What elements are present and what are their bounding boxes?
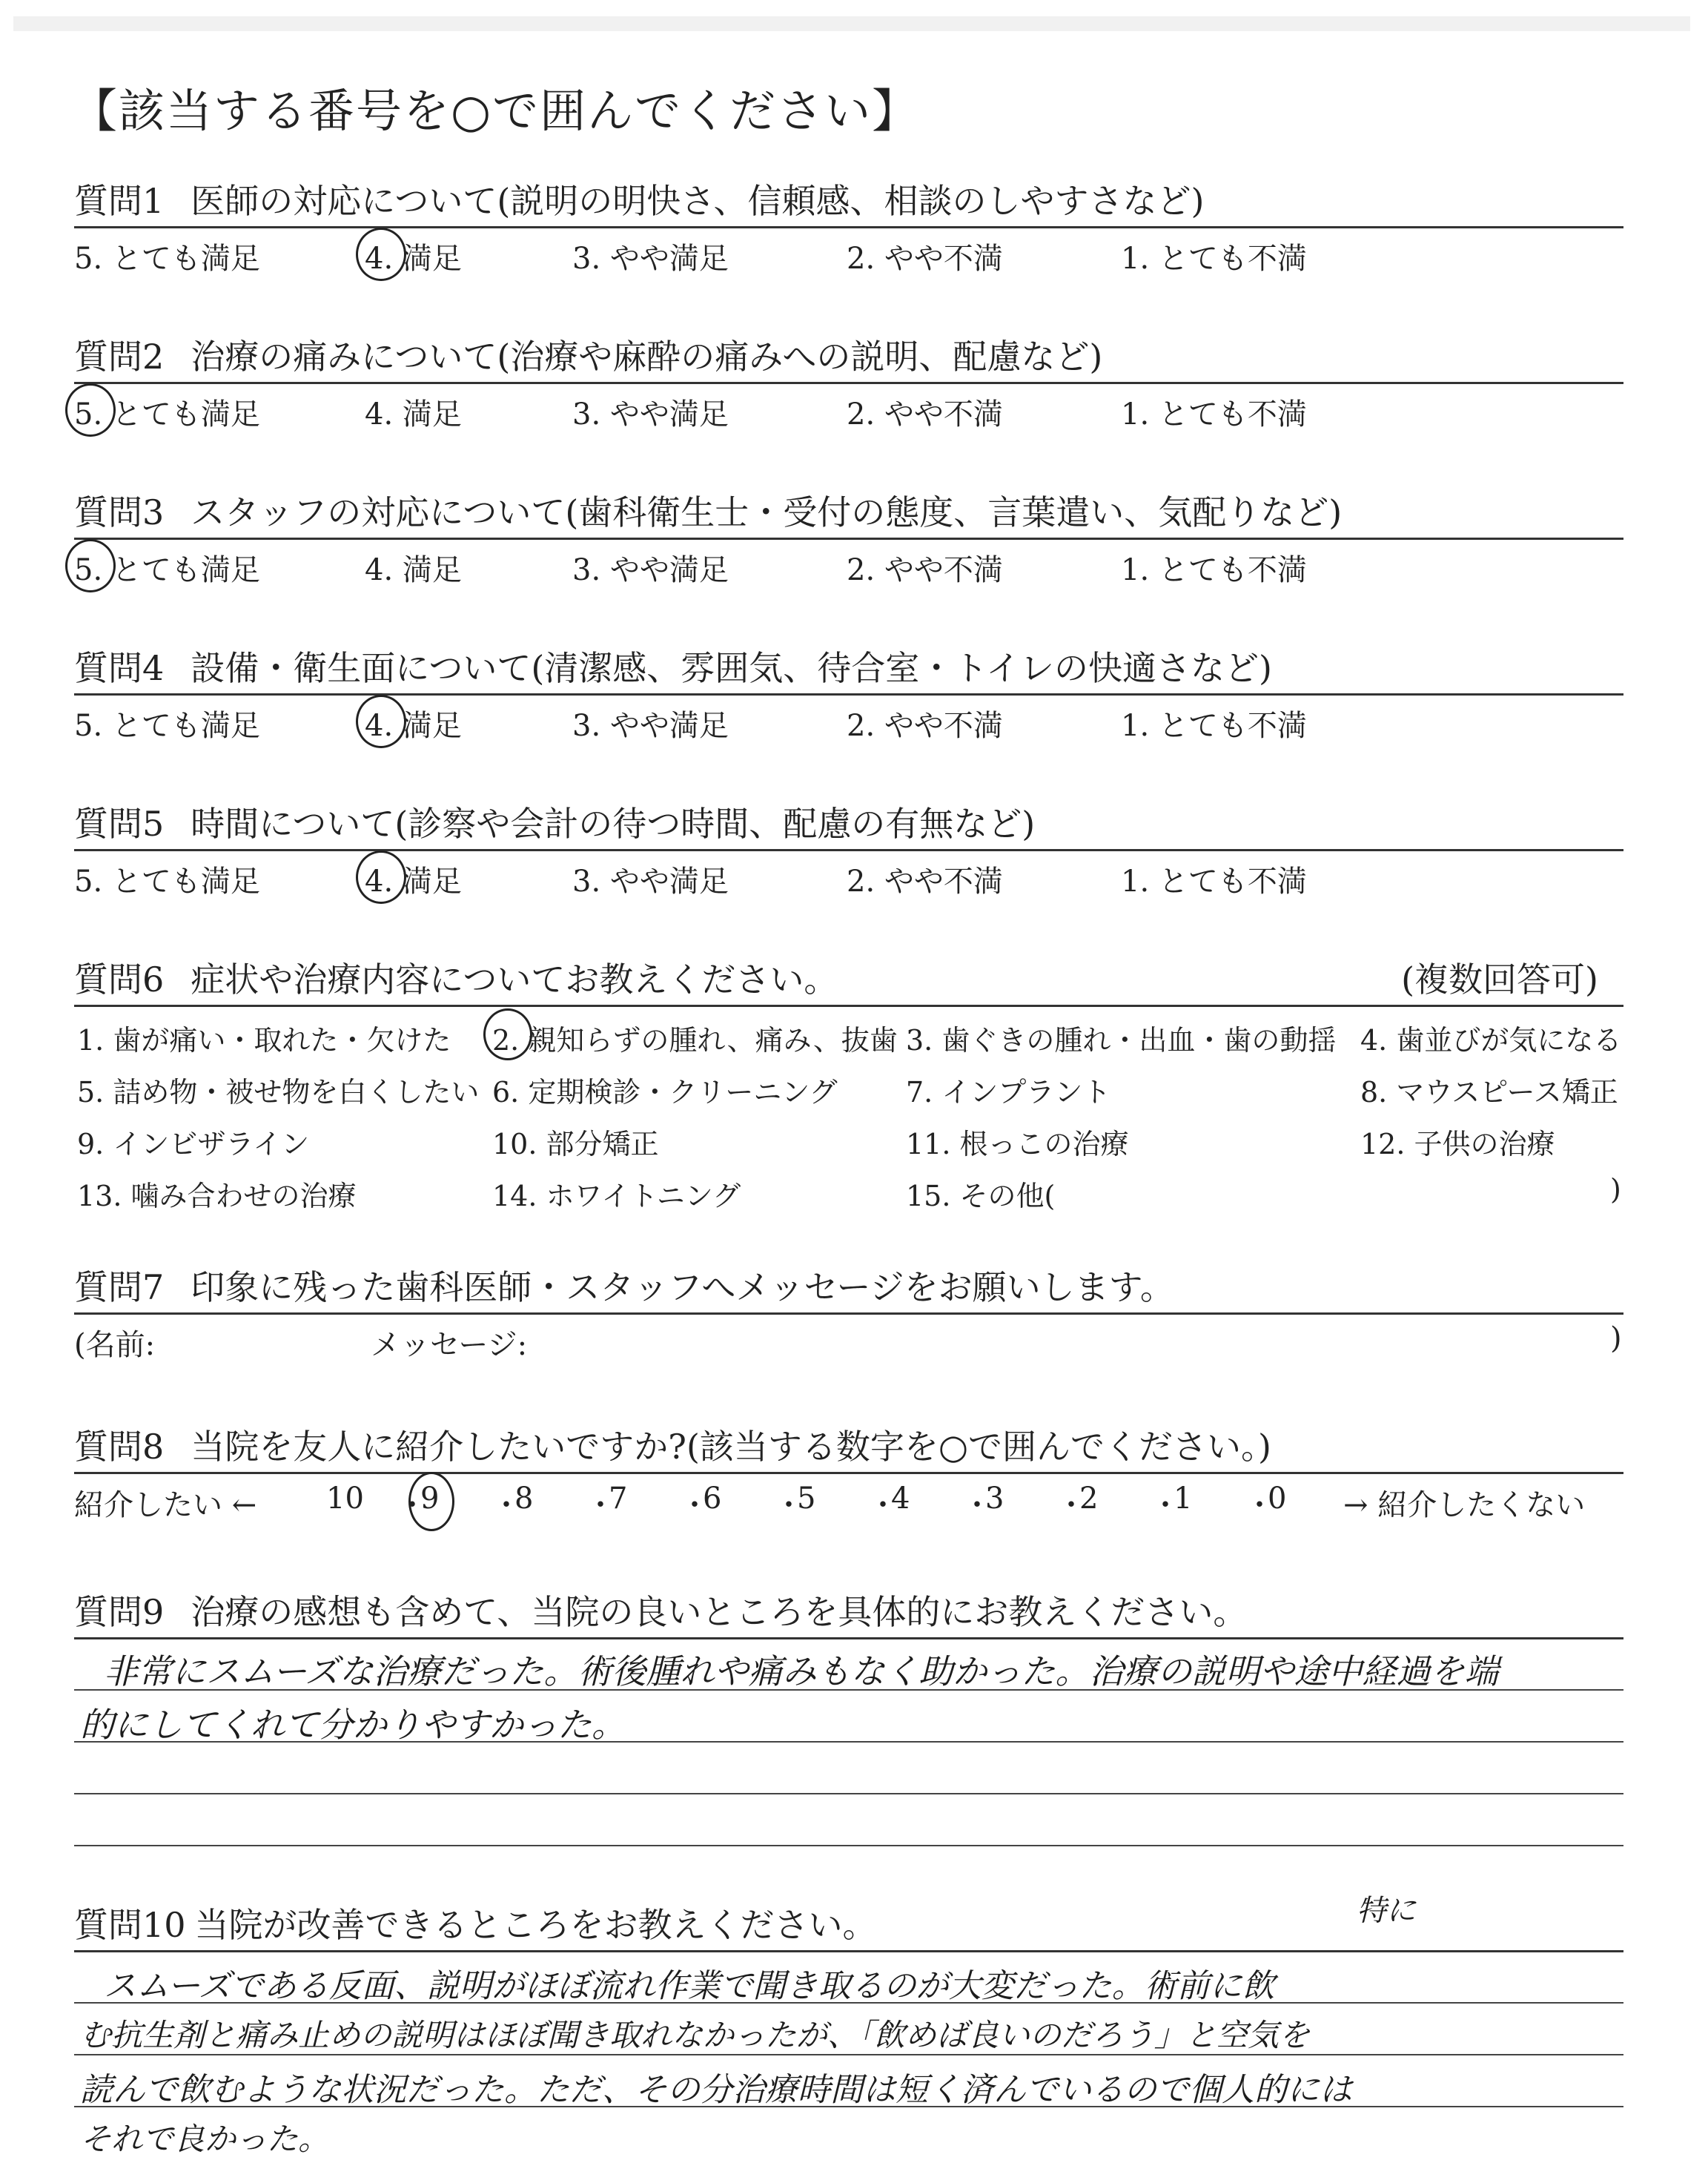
question-text: 印象に残った歯科医師・スタッフへメッセージをお願いします。	[191, 1267, 1174, 1307]
question-9-title	[74, 1585, 1247, 1634]
question-number: 質問2	[74, 337, 165, 377]
treatment-option[interactable]: 4. 歯並びが気になる	[1360, 1024, 1622, 1057]
selection-circle	[65, 539, 116, 592]
page-header: 【該当する番号を○で囲んでください】	[71, 84, 920, 138]
question-4-title	[74, 641, 1272, 690]
rating-option[interactable]: 3. やや満足	[572, 709, 729, 743]
question-1-title	[74, 174, 1204, 223]
question-8-title	[74, 1420, 1271, 1469]
handwritten-answer-line: それで良かった。	[80, 2121, 330, 2157]
recommend-score-7[interactable]: 7	[609, 1482, 628, 1516]
treatment-option[interactable]: 5. 詰め物・被せ物を白くしたい	[77, 1076, 480, 1109]
question-rule	[74, 693, 1623, 696]
rating-option[interactable]: 4. 満足	[365, 553, 462, 587]
recommend-score-0[interactable]: 0	[1268, 1482, 1287, 1516]
rating-option[interactable]: 5. とても満足	[74, 397, 260, 432]
treatment-option[interactable]: 10. 部分矯正	[492, 1128, 659, 1160]
rating-option[interactable]: 3. やや満足	[572, 242, 729, 276]
question-8-rule	[74, 1472, 1623, 1474]
question-number: 質問4	[74, 648, 165, 688]
scale-separator: ・	[1151, 1488, 1180, 1522]
treatment-option[interactable]: 14. ホワイトニング	[492, 1180, 741, 1212]
message-close-paren: )	[1610, 1321, 1622, 1355]
question-number: 質問6	[74, 960, 165, 1000]
rating-option[interactable]: 2. やや不満	[847, 709, 1003, 743]
question-2-title	[74, 330, 1102, 379]
recommend-scale-left: 紹介したい ←	[74, 1488, 257, 1522]
rating-option[interactable]: 2. やや不満	[847, 553, 1003, 587]
multiple-answer-note: (複数回答可)	[1401, 960, 1598, 1000]
rating-option[interactable]: 4. 満足	[365, 865, 462, 899]
handwritten-answer-line: スムーズである反面、説明がほぼ流れ作業で聞き取るのが大変だった。術前に飲	[104, 1967, 1275, 2005]
scale-separator: ・	[774, 1488, 804, 1522]
rating-option[interactable]: 4. 満足	[365, 242, 462, 276]
question-text: 治療の感想も含めて、当院の良いところを具体的にお教えください。	[191, 1592, 1248, 1632]
recommend-score-5[interactable]: 5	[797, 1482, 816, 1516]
recommend-score-6[interactable]: 6	[703, 1482, 722, 1516]
rating-option[interactable]: 3. やや満足	[572, 865, 729, 899]
question-number: 質問7	[74, 1267, 165, 1307]
other-close-paren: )	[1610, 1173, 1621, 1206]
selection-circle	[65, 383, 116, 437]
treatment-option[interactable]: 12. 子供の治療	[1360, 1128, 1555, 1160]
rating-option[interactable]: 2. やや不満	[847, 865, 1003, 899]
recommend-score-3[interactable]: 3	[985, 1482, 1004, 1516]
rating-option[interactable]: 5. とても満足	[74, 242, 260, 276]
rating-option[interactable]: 5. とても満足	[74, 709, 260, 743]
treatment-option[interactable]: 8. マウスピース矯正	[1360, 1076, 1618, 1109]
rating-option[interactable]: 1. とても不満	[1121, 242, 1307, 276]
handwritten-insertion: 特に	[1357, 1894, 1416, 1928]
recommend-score-1[interactable]: 1	[1174, 1482, 1193, 1516]
question-rule	[74, 382, 1623, 384]
scale-separator: ・	[491, 1488, 521, 1522]
scale-separator: ・	[586, 1488, 615, 1522]
question-number: 質問10	[74, 1905, 186, 1945]
scale-separator: ・	[397, 1488, 427, 1522]
treatment-option[interactable]: 15. その他(	[906, 1180, 1056, 1212]
question-text: 医師の対応について(説明の明快さ、信頼感、相談のしやすさなど)	[191, 181, 1205, 221]
handwritten-answer-line: 読んで飲むような状況だった。ただ、その分治療時間は短く済んでいるので個人的には	[80, 2071, 1352, 2109]
question-text: 当院を友人に紹介したいですか?(該当する数字を○で囲んでください。)	[191, 1427, 1271, 1467]
rating-option[interactable]: 3. やや満足	[572, 553, 729, 587]
question-7-title	[74, 1261, 1174, 1309]
treatment-option[interactable]: 13. 噛み合わせの治療	[77, 1180, 357, 1212]
question-number: 質問3	[74, 492, 165, 532]
question-rule	[74, 226, 1623, 228]
question-6	[0, 953, 1708, 1027]
question-rule	[74, 538, 1623, 540]
question-7	[0, 1261, 1708, 1335]
selection-circle	[408, 1472, 454, 1531]
question-6-rule	[74, 1005, 1623, 1007]
question-text: 治療の痛みについて(治療や麻酔の痛みへの説明、配慮など)	[191, 337, 1103, 377]
selection-circle	[483, 1008, 532, 1060]
question-number: 質問8	[74, 1427, 165, 1467]
question-6-title	[74, 953, 838, 1002]
recommend-score-2[interactable]: 2	[1079, 1482, 1099, 1516]
question-number: 質問1	[74, 181, 165, 221]
handwritten-answer-line: 非常にスムーズな治療だった。術後腫れや痛みもなく助かった。治療の説明や途中経過を端	[104, 1651, 1499, 1691]
treatment-option[interactable]: 9. インビザライン	[77, 1128, 310, 1160]
question-text: 症状や治療内容についてお教えください。	[191, 960, 838, 1000]
rating-option[interactable]: 5. とても満足	[74, 865, 260, 899]
selection-circle	[356, 695, 406, 748]
message-label: メッセージ:	[371, 1328, 528, 1362]
handwritten-answer-line: む抗生剤と痛み止めの説明はほぼ聞き取れなかったが、「飲めば良いのだろう」と空気を	[80, 2017, 1311, 2053]
rating-option[interactable]: 2. やや不満	[847, 242, 1003, 276]
rating-option[interactable]: 4. 満足	[365, 397, 462, 432]
recommend-score-4[interactable]: 4	[891, 1482, 910, 1516]
question-rule	[74, 849, 1623, 851]
scale-separator: ・	[962, 1488, 992, 1522]
selection-circle	[356, 228, 406, 281]
rating-option[interactable]: 1. とても不満	[1121, 709, 1307, 743]
question-text: 時間について(診察や会計の待つ時間、配慮の有無など)	[191, 804, 1036, 844]
question-7-rule	[74, 1312, 1623, 1315]
scale-separator: ・	[680, 1488, 709, 1522]
scale-separator: ・	[868, 1488, 898, 1522]
treatment-option[interactable]: 3. 歯ぐきの腫れ・出血・歯の動揺	[906, 1024, 1337, 1057]
question-10-rule	[74, 1950, 1623, 1952]
treatment-option[interactable]: 6. 定期検診・クリーニング	[492, 1076, 838, 1109]
scale-separator: ・	[1245, 1488, 1274, 1522]
answer-line	[74, 1845, 1623, 1846]
question-3-title	[74, 486, 1342, 535]
rating-option[interactable]: 5. とても満足	[74, 553, 260, 587]
scan-top-edge	[13, 16, 1690, 31]
name-label: (名前:	[74, 1328, 156, 1362]
question-5-title	[74, 797, 1035, 846]
rating-option[interactable]: 3. やや満足	[572, 397, 729, 432]
question-text: スタッフの対応について(歯科衛生士・受付の態度、言葉遣い、気配りなど)	[191, 492, 1343, 532]
rating-option[interactable]: 1. とても不満	[1121, 397, 1307, 432]
question-text: 当院が改善できるところをお教えください。	[194, 1905, 877, 1945]
question-text: 設備・衛生面について(清潔感、雰囲気、待合室・トイレの快適さなど)	[191, 648, 1272, 688]
question-number: 質問9	[74, 1592, 165, 1632]
rating-option[interactable]: 1. とても不満	[1121, 553, 1307, 587]
question-9-rule	[74, 1637, 1623, 1639]
selection-circle	[356, 851, 406, 904]
question-number: 質問5	[74, 804, 165, 844]
recommend-score-9[interactable]: 9	[420, 1482, 440, 1516]
answer-line	[74, 1793, 1623, 1794]
rating-option[interactable]: 2. やや不満	[847, 397, 1003, 432]
question-10-title	[74, 1898, 877, 1947]
handwritten-answer-line: 的にしてくれて分かりやすかった。	[80, 1705, 626, 1745]
recommend-score-10[interactable]: 10	[326, 1482, 364, 1516]
recommend-scale-right: → 紹介したくない	[1343, 1488, 1586, 1522]
treatment-option[interactable]: 11. 根っこの治療	[906, 1128, 1129, 1160]
scale-separator: ・	[1056, 1488, 1086, 1522]
rating-option[interactable]: 1. とても不満	[1121, 865, 1307, 899]
recommend-score-8[interactable]: 8	[514, 1482, 534, 1516]
rating-option[interactable]: 4. 満足	[365, 709, 462, 743]
treatment-option[interactable]: 2. 親知らずの腫れ、痛み、抜歯	[492, 1024, 898, 1057]
treatment-option[interactable]: 1. 歯が痛い・取れた・欠けた	[77, 1024, 451, 1057]
treatment-option[interactable]: 7. インプラント	[906, 1076, 1111, 1109]
